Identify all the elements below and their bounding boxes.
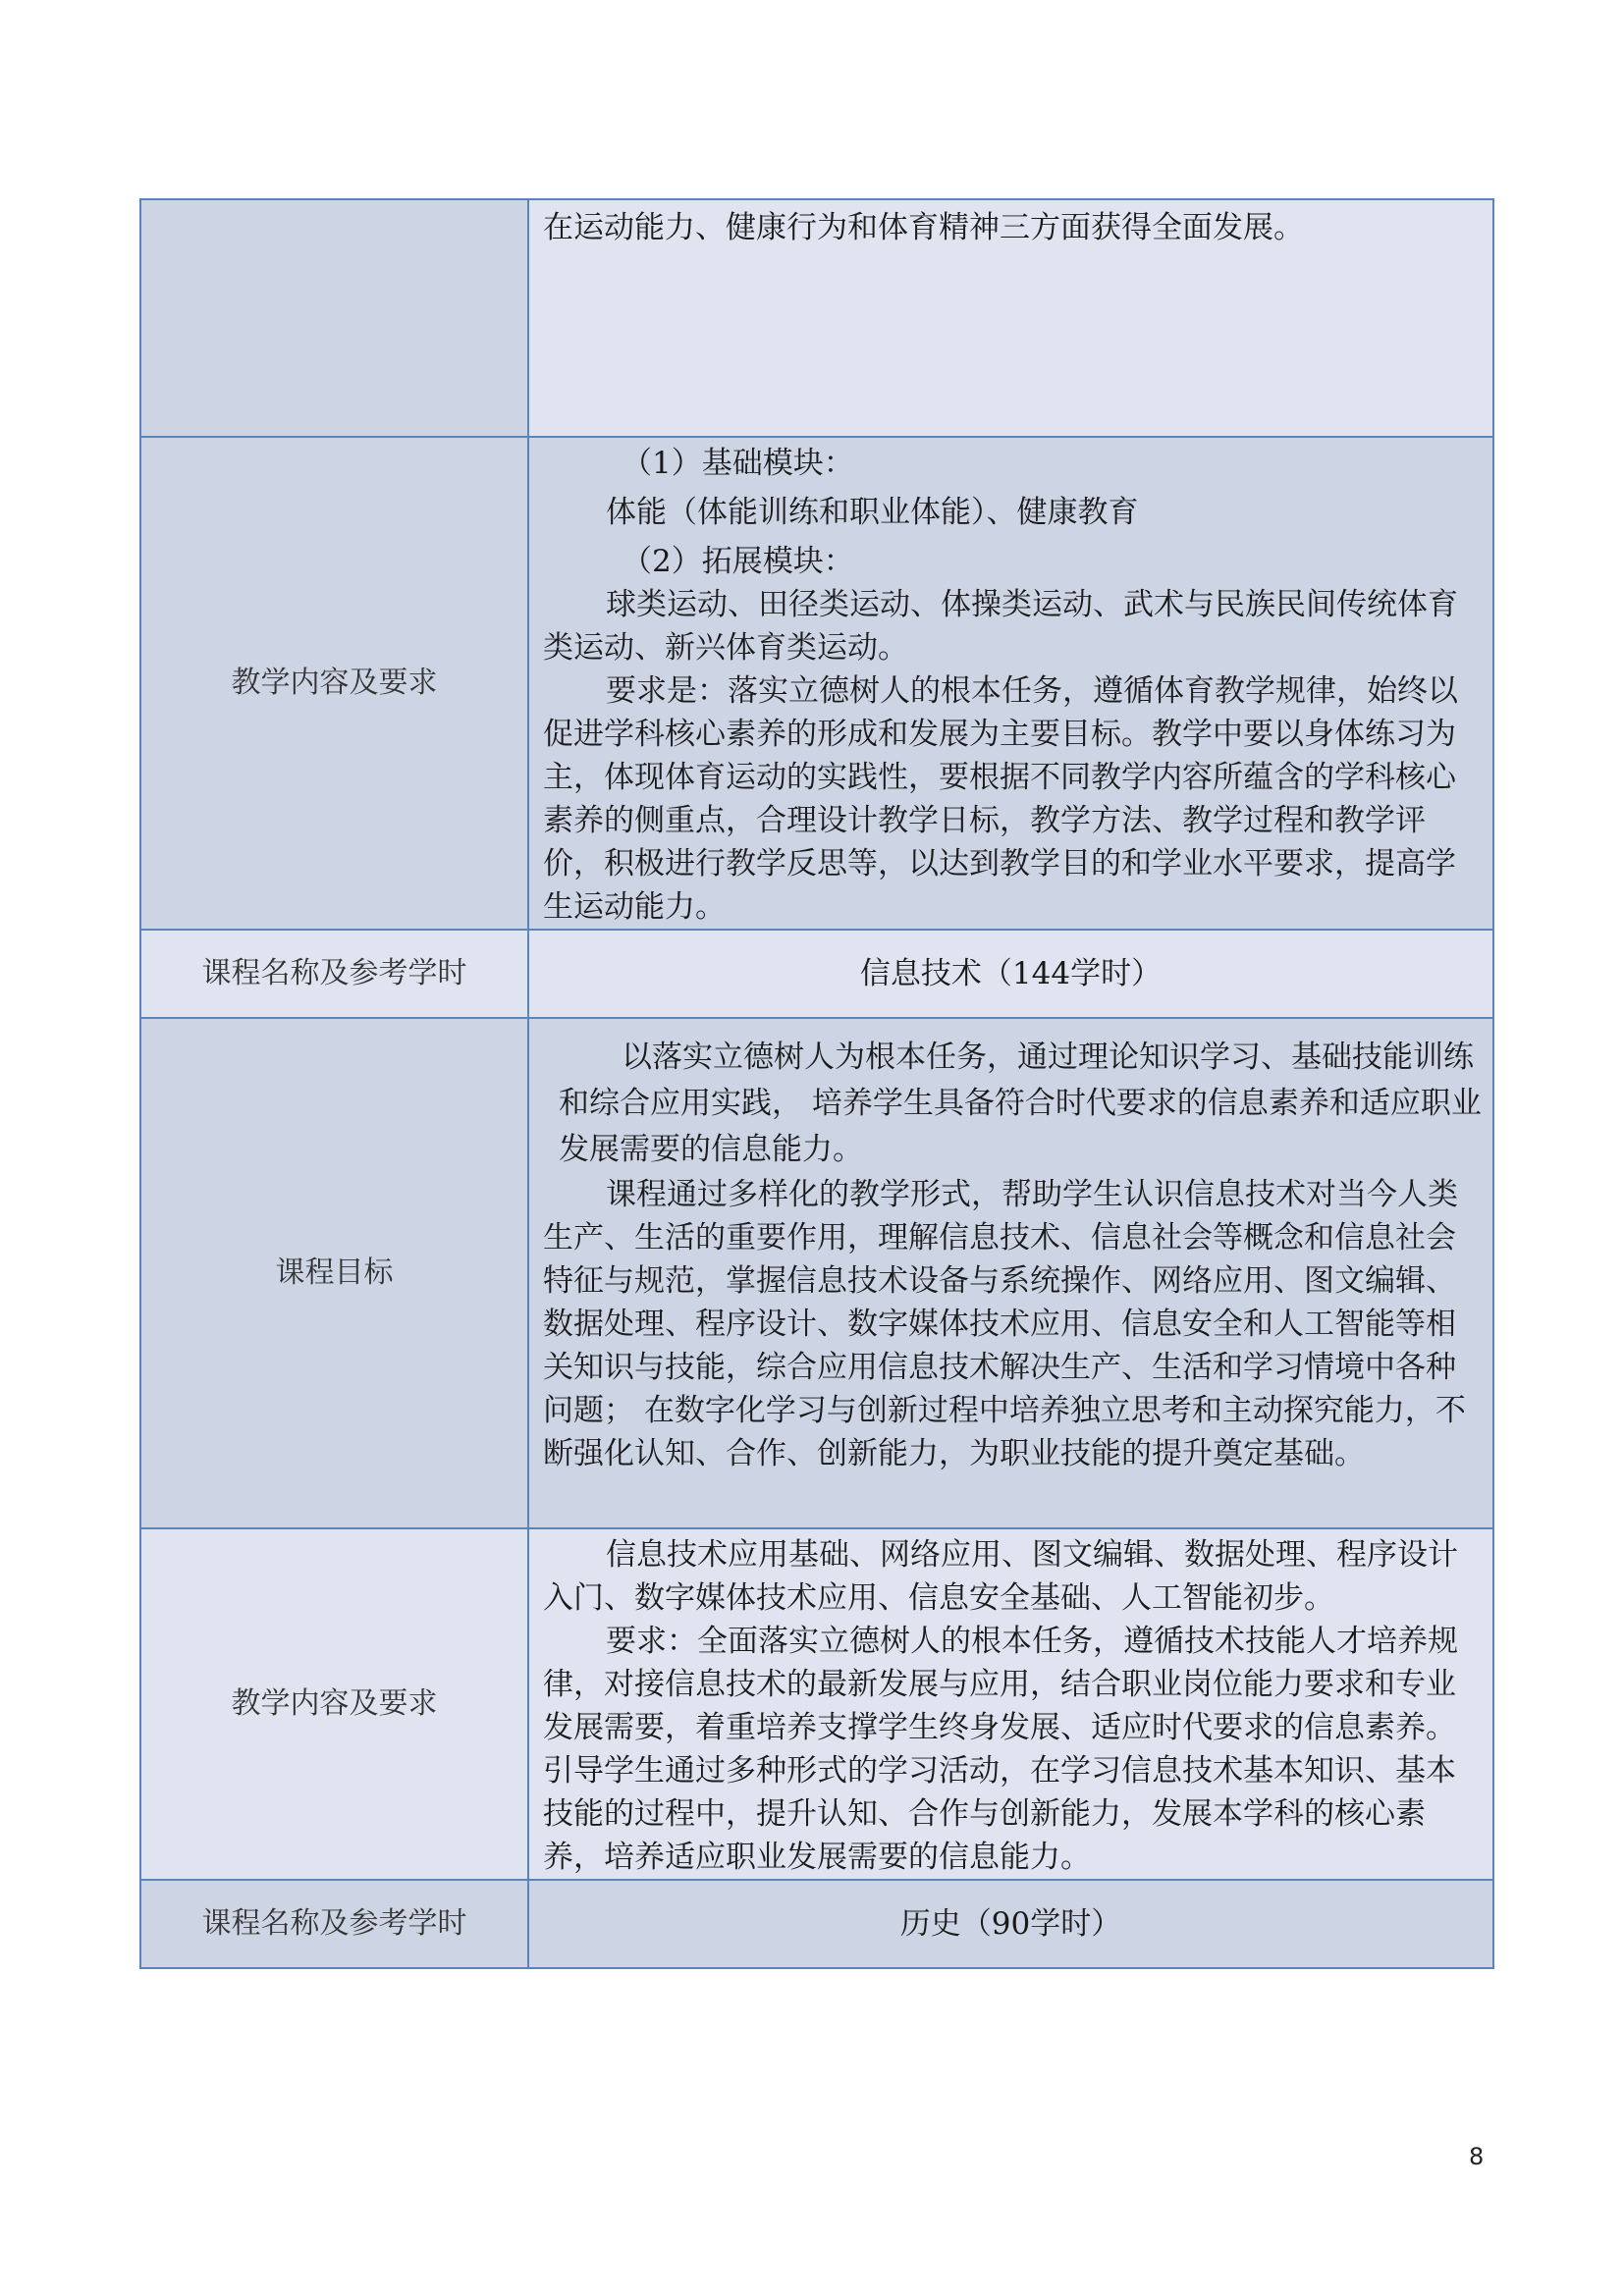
table-row xyxy=(140,199,1493,437)
paragraph: （2）拓展模块： xyxy=(622,544,854,579)
row-content xyxy=(528,1528,1493,1880)
page-number: 8 xyxy=(1469,2143,1485,2170)
paragraph: （1）基础模块： xyxy=(622,446,854,481)
table-row xyxy=(140,437,1493,930)
course-table xyxy=(139,198,1494,1969)
course-name-value: 信息技术（144学时） xyxy=(528,930,1493,1018)
paragraph: 要求是：落实立德树人的根本任务，遵循体育教学规律，始终以促进学科核心素养的形成和发展为主要目标。教学中要以身体练习为主，体现体育运动的实践性，要根据不同教学内容所蕴含的学科核心素养的侧重点，合理设计教学日标，教学方法、教学过程和教学评价，积极进行教学反思等，以达到教学目的和学业水平要求，提高学生运动能力。 xyxy=(543,673,1458,925)
paragraph: 以落实立德树人为根本任务，通过理论知识学习、基础技能训练和综合应用实践， 培养学生具备符合时代要求的信息素养和适应职业发展需要的信息能力。 xyxy=(559,1040,1482,1167)
row-label: 课程目标 xyxy=(140,1018,528,1528)
row-content xyxy=(528,199,1493,437)
paragraph: 在运动能力、健康行为和体育精神三方面获得全面发展。 xyxy=(543,210,1304,245)
row-content xyxy=(528,437,1493,930)
row-label xyxy=(140,199,528,437)
course-name-value: 历史（90学时） xyxy=(528,1880,1493,1968)
table-row xyxy=(140,1528,1493,1880)
paragraph: 课程通过多样化的教学形式，帮助学生认识信息技术对当今人类生产、生活的重要作用，理解信息技术、信息社会等概念和信息社会特征与规范，掌握信息技术设备与系统操作、网络应用、图文编辑、数据处理、程序设计、数字媒体技术应用、信息安全和人工智能等相关知识与技能，综合应用信息技术解决生产、生活和学习情境中各种问题； 在数字化学习与创新过程中培养独立思考和主动探究能力，不断强化认知、合作、创新能力，为职业技能的提升奠定基础。 xyxy=(543,1177,1466,1471)
table-row xyxy=(140,930,1493,1018)
paragraph: 要求：全面落实立德树人的根本任务，遵循技术技能人才培养规律，对接信息技术的最新发展与应用，结合职业岗位能力要求和专业发展需要，着重培养支撑学生终身发展、适应时代要求的信息素养。引导学生通过多种形式的学习活动，在学习信息技术基本知识、基本技能的过程中，提升认知、合作与创新能力，发展本学科的核心素养，培养适应职业发展需要的信息能力。 xyxy=(543,1624,1458,1875)
row-content xyxy=(528,1018,1493,1528)
paragraph: 球类运动、田径类运动、体操类运动、武术与民族民间传统体育类运动、新兴体育类运动。 xyxy=(543,587,1458,666)
row-label: 教学内容及要求 xyxy=(140,437,528,930)
table-row xyxy=(140,1880,1493,1968)
row-label: 教学内容及要求 xyxy=(140,1528,528,1880)
paragraph: 信息技术应用基础、网络应用、图文编辑、数据处理、程序设计入门、数字媒体技术应用、信息安全基础、人工智能初步。 xyxy=(543,1537,1458,1616)
row-label: 课程名称及参考学时 xyxy=(140,930,528,1018)
paragraph: 体能（体能训练和职业体能）、健康教育 xyxy=(606,495,1139,530)
row-label: 课程名称及参考学时 xyxy=(140,1880,528,1968)
table-row xyxy=(140,1018,1493,1528)
